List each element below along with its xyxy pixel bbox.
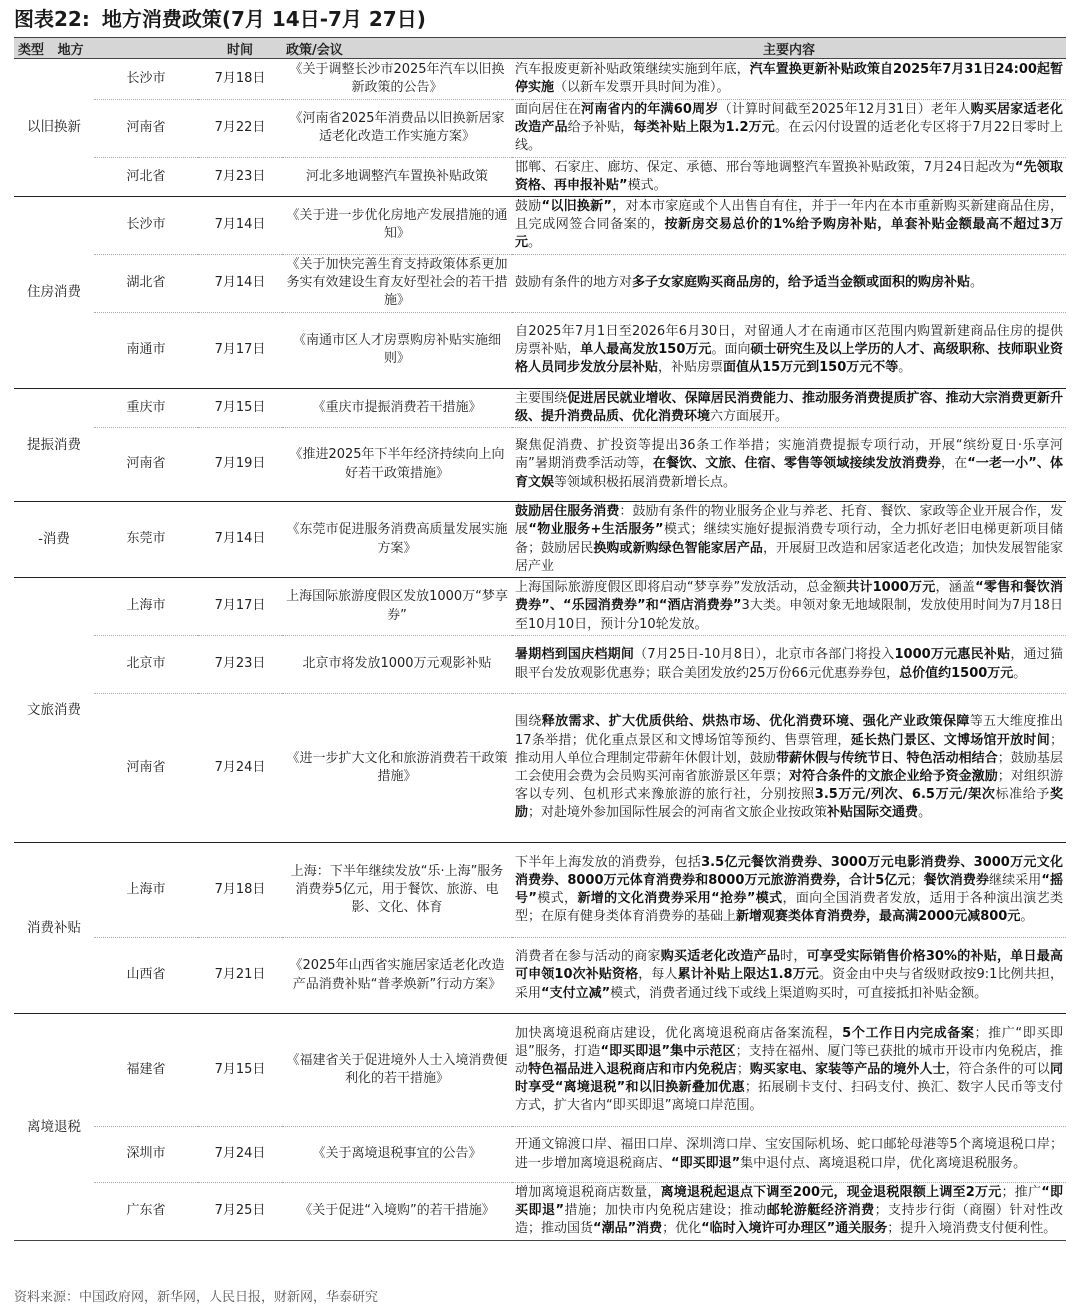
policy-cell: 《关于加快完善生育支持政策体系更加务实有效建设生育友好型社会的若干措施》 (282, 254, 512, 312)
content-text: ；推动用人单位合理制定带薪年休假计划，鼓励 (515, 732, 1064, 766)
content-text: ；支持步行街（商圈）针对性改造；推动国货 (515, 1203, 1063, 1237)
content-text: ，补贴房票 (658, 360, 724, 376)
content-emphasis: 5个工作日内完成备案 (842, 1025, 975, 1041)
content-emphasis: “零售和餐饮消费券”、“乐园消费券”和“酒店消费券” (515, 580, 1063, 614)
content-cell (512, 428, 1066, 502)
content-cell (512, 312, 1066, 388)
content-emphasis: 1000万元惠民补贴 (894, 647, 1011, 663)
content-cell (512, 1014, 1066, 1127)
content-emphasis: “支付立减” (541, 985, 611, 1001)
policy-cell: 《关于进一步优化房地产发展措施的通知》 (282, 197, 512, 255)
content-emphasis: 3.5万元/列次、6.5万元/架次 (814, 787, 996, 803)
content-text: ； (736, 1061, 750, 1077)
header-date: 时间 (198, 38, 282, 59)
content-text: ； (910, 872, 924, 888)
content-emphasis: 释放需求、扩大优质供给、烘热市场、优化消费环境、强化产业政策保障 (541, 714, 970, 730)
content-text: 。在云闪付设置的适老化专区将于7月22日零时上线。 (515, 120, 1063, 154)
table-row (14, 694, 1066, 843)
table-row (14, 100, 1066, 158)
content-text: 。 (918, 805, 932, 821)
table-row (14, 636, 1066, 694)
region-cell: 湖北省 (94, 254, 198, 312)
content-text: 。 (1013, 665, 1027, 681)
date-cell: 7月21日 (198, 938, 282, 1014)
table-row (14, 1127, 1066, 1183)
content-text: 消费者在参与活动的商家 (515, 949, 661, 965)
content-text: ，涵盖 (935, 580, 976, 596)
content-emphasis: 同时享受“离境退税”和以旧换新叠加优惠 (515, 1061, 1063, 1096)
date-cell: 7月18日 (198, 59, 282, 100)
content-emphasis: 单人最高发放150万元 (580, 342, 712, 358)
content-text: （7月25日-10月8日），北京市各部门将投入 (634, 647, 895, 663)
date-cell: 7月23日 (198, 157, 282, 196)
content-emphasis: 奖励 (515, 787, 1063, 821)
content-emphasis: 暑期档到国庆档期间 (515, 647, 635, 663)
content-emphasis: 每类补贴上限为1.2万元 (633, 120, 775, 136)
policy-cell: 北京市将发放1000万元观影补贴 (282, 636, 512, 694)
content-cell (512, 100, 1066, 158)
content-emphasis: 3.5亿元餐饮消费券、3000万元电影消费券、3000万元文化消费券、8000万元体育消费券和8000万元旅游消费券，合计5亿元 (515, 854, 1063, 888)
content-text: ；拓展刷卡支付、扫码支付、换汇、数字人民币等支付方式，扩大省内“即买即退”离境口岸范围。 (515, 1080, 1064, 1114)
figure-title-text: 地方消费政策(7月 14日-7月 27日) (101, 7, 426, 31)
content-cell (512, 157, 1066, 196)
content-emphasis: “一老一小”、体育文娱 (515, 456, 1063, 490)
content-text: 汽车报废更新补贴政策继续实施到年底， (515, 61, 750, 77)
content-text: ，开展厨卫改造和居家适老化改造；加快发展智能家居产业 (515, 540, 1063, 574)
policy-cell: 《关于调整长沙市2025年汽车以旧换新政策的公告》 (282, 59, 512, 100)
date-cell: 7月19日 (198, 428, 282, 502)
content-emphasis: “临时入境许可办理区”通关服务 (701, 1221, 888, 1237)
table-row (14, 1014, 1066, 1127)
content-text: 主要围绕 (515, 390, 568, 406)
content-text: 模式；继续实施好提振消费专项行动，全力抓好老旧电梯更新项目储备；鼓励居民 (515, 522, 1064, 556)
date-cell: 7月17日 (198, 312, 282, 388)
category-cell: 文旅消费 (14, 578, 94, 843)
content-emphasis: 鼓励居住服务消费 (515, 504, 620, 520)
content-emphasis: 总价值约1500万元 (899, 665, 1014, 681)
content-text: ，符合条件的可以 (945, 1061, 1050, 1077)
date-cell: 7月14日 (198, 254, 282, 312)
content-emphasis: 河南省内的年满60周岁 (581, 102, 719, 117)
region-cell: 深圳市 (94, 1127, 198, 1183)
date-cell: 7月25日 (198, 1183, 282, 1241)
table-row (14, 312, 1066, 388)
table-row (14, 578, 1066, 636)
content-cell (512, 59, 1066, 100)
content-text: 上海国际旅游度假区即将启动“梦享券”发放活动，总金额 (515, 580, 847, 596)
content-text: ；推广 (1001, 1185, 1042, 1201)
content-text: ；支持在福州、厦门等已获批的城市开设市内免税店，推动 (515, 1043, 1064, 1077)
content-emphasis: 按新房交易总价的1%给予购房补贴，单套补贴金额最高不超过3万元 (515, 217, 1063, 251)
content-text: ；对赴境外参加国际性展会的河南省文旅企业按政策 (528, 805, 828, 821)
content-text: 措施；加快市内免税店建设；推动 (564, 1203, 767, 1219)
content-text: ，面向全国消费者发放，适用于各种演出演艺类型；在原有健身类体育消费券的基础上 (515, 891, 1063, 925)
table-row (14, 197, 1066, 255)
table-row (14, 388, 1066, 427)
content-text: 增加离境退税商店数量， (515, 1185, 661, 1201)
date-cell: 7月24日 (198, 694, 282, 843)
policy-cell: 《进一步扩大文化和旅游消费若干政策措施》 (282, 694, 512, 843)
policy-cell: 《重庆市提振消费若干措施》 (282, 388, 512, 427)
header-category: 类型 (18, 42, 45, 58)
content-text: 邯郸、石家庄、廊坊、保定、承德、邢台等地调整汽车置换补贴政策，7月24日起改为 (515, 159, 1015, 175)
content-cell (512, 843, 1066, 938)
content-cell (512, 1127, 1066, 1183)
content-text: ；优化 (662, 1221, 702, 1237)
table-row (14, 843, 1066, 938)
content-emphasis: 购买适老化改造产品 (660, 949, 781, 965)
content-text: 模式，消费者通过线下或线上渠道购买时，可直接抵扣补贴金额。 (610, 985, 988, 1001)
content-text: 加快离境退税商店建设，优化离境退税商店备案流程， (515, 1025, 843, 1041)
policy-cell: 《南通市区人才房票购房补贴实施细则》 (282, 312, 512, 388)
region-cell: 河南省 (94, 428, 198, 502)
table-row (14, 254, 1066, 312)
content-emphasis: 在餐饮、文旅、住宿、零售等领域接续发放消费券 (652, 456, 942, 472)
policy-cell: 《关于促进“入境购”的若干措施》 (282, 1183, 512, 1241)
policy-cell: 河北多地调整汽车置换补贴政策 (282, 157, 512, 196)
content-text: 聚焦促消费、扩投资等提出36条工作举措；实施消费提振专项行动，开展“缤纷夏日·乐享河南”暑期消费季活动等， (515, 438, 1064, 472)
content-text: 六方面展开。 (710, 408, 789, 424)
content-text: ，对本市家庭或个人出售自有住，并于一年内在本市重新购买新建商品住房，且完成网签合同备案的， (515, 199, 1063, 233)
content-text: 开通文锦渡口岸、福田口岸、深圳湾口岸、宝安国际机场、蛇口邮轮母港等5个离境退税口岸；进一步增加离境退税商店、 (515, 1137, 1064, 1171)
policy-cell: 上海国际旅游度假区发放1000万“梦享券” (282, 578, 512, 636)
policy-cell: 《推进2025年下半年经济持续向上向好若干政策措施》 (282, 428, 512, 502)
content-emphasis: “物业服务+生活服务” (528, 522, 664, 538)
content-text: 自2025年7月1日至2026年6月30日，对留通人才在南通市区范围内购置新建商品住房的提供房票补贴， (515, 323, 1064, 358)
content-cell (512, 636, 1066, 694)
content-emphasis: “摇号” (515, 872, 1063, 907)
content-emphasis: “即买即退”集中示范区 (600, 1043, 736, 1059)
content-text: 面向居住在 (515, 102, 582, 117)
content-text: 集中退付点、离境退税口岸，优化离境退税服务。 (740, 1155, 1027, 1171)
table-row (14, 502, 1066, 578)
policy-cell: 《福建省关于促进境外人士入境消费便利化的若干措施》 (282, 1014, 512, 1127)
content-text: 鼓励有条件的地方对 (515, 275, 633, 291)
table-row (14, 1183, 1066, 1241)
policy-table (14, 37, 1066, 1241)
region-cell: 广东省 (94, 1183, 198, 1241)
content-text: 。资金由中央与省级财政按9:1比例共担，采用 (515, 967, 1064, 1001)
content-text: 模式。 (627, 177, 667, 193)
date-cell: 7月15日 (198, 388, 282, 427)
content-emphasis: 促进居民就业增收、保障居民消费能力、推动服务消费提质扩容、推动大宗消费更新升级、提升消费品质、优化消费环境 (515, 390, 1063, 424)
content-emphasis: 离境退税起退点下调至200元，现金退税限额上调至2万元 (660, 1185, 1002, 1201)
content-cell (512, 388, 1066, 427)
region-cell: 河南省 (94, 100, 198, 158)
content-emphasis: 延长热门景区、文博场馆开放时间 (850, 732, 1050, 748)
region-cell: 上海市 (94, 578, 198, 636)
content-cell (512, 502, 1066, 578)
content-text: 时， (780, 949, 807, 965)
table-row (14, 938, 1066, 1014)
policy-cell: 《关于离境退税事宜的公告》 (282, 1127, 512, 1183)
table-row (14, 428, 1066, 502)
content-text: ；推广“即买即退”服务，打造 (515, 1025, 1063, 1059)
category-cell: 住房消费 (14, 197, 94, 389)
header-policy: 政策/会议 (282, 38, 512, 59)
content-emphasis: 面值从15万元到150万元不等 (723, 360, 899, 376)
region-cell: 长沙市 (94, 59, 198, 100)
category-cell: 提振消费 (14, 388, 94, 501)
content-cell (512, 197, 1066, 255)
date-cell: 7月24日 (198, 1127, 282, 1183)
figure-label: 图表22: (14, 7, 90, 31)
content-emphasis: 新增的文化消费券采用“抢券”模式 (577, 891, 783, 907)
content-emphasis: 餐饮消费券 (923, 872, 990, 888)
region-cell: 河南省 (94, 694, 198, 843)
content-text: 鼓励 (515, 199, 542, 215)
content-emphasis: 新增观赛类体育消费券，最高满2000元减800元 (736, 909, 1021, 925)
date-cell: 7月22日 (198, 100, 282, 158)
content-emphasis: 补贴国际交通费 (827, 805, 919, 821)
content-text: （以新车发票开具时间为准）。 (554, 80, 730, 95)
content-emphasis: 对符合条件的文旅企业给予资金激励 (788, 769, 998, 785)
content-text: 给予补贴， (567, 120, 634, 136)
header-type-region (14, 38, 198, 59)
policy-cell: 《河南省2025年消费品以旧换新居家适老化改造工作实施方案》 (282, 100, 512, 158)
policy-cell: 《2025年山西省实施居家适老化改造产品消费补贴“普孝焕新”行动方案》 (282, 938, 512, 1014)
region-cell: 东莞市 (94, 502, 198, 578)
content-text: 。 (528, 235, 542, 251)
content-cell (512, 254, 1066, 312)
region-cell: 长沙市 (94, 197, 198, 255)
content-emphasis: 可享受实际销售价格30%的补贴，单日最高可申领10次补贴资格 (515, 949, 1063, 983)
content-text: ，通过猫眼平台发放观影优惠券；联合美团发放约25万份66元优惠券券包， (515, 647, 1064, 681)
content-text: 等领域积极拓展消费新增长点。 (554, 474, 737, 490)
header-region: 地方 (57, 42, 84, 58)
content-text: ；提升入境消费支付便利性。 (887, 1221, 1057, 1237)
content-text: ；对组织游客以专列、包机形式来豫旅游的旅行社，分别按照 (515, 769, 1063, 803)
content-emphasis: 邮轮游艇经济消费 (766, 1203, 875, 1219)
content-text: 。面向 (711, 342, 751, 358)
category-cell: 离境退税 (14, 1014, 94, 1241)
table-body (14, 59, 1066, 1241)
content-emphasis: 汽车置换更新补贴政策自2025年7月31日24:00起暂停实施 (515, 61, 1063, 95)
content-emphasis: “以旧换新” (541, 199, 612, 215)
content-text: （计算时间截至2025年12月31日）老年人 (718, 102, 971, 117)
content-text: 3大类。申领对象无地域限制，发放使用时间为7月18日至10月10日，预计分10轮发放。 (515, 598, 1063, 632)
content-emphasis: 累计补贴上限达1.8万元 (677, 967, 819, 983)
date-cell: 7月17日 (198, 578, 282, 636)
content-emphasis: “潮品”消费 (593, 1221, 663, 1237)
content-emphasis: 共计1000万元 (846, 580, 936, 596)
policy-cell: 上海：下半年继续发放“乐·上海”服务消费券5亿元，用于餐饮、旅游、电影、文化、体育 (282, 843, 512, 938)
content-cell (512, 578, 1066, 636)
policy-cell: 《东莞市促进服务消费高质量发展实施方案》 (282, 502, 512, 578)
content-emphasis: “即买即退” (671, 1155, 741, 1171)
region-cell: 上海市 (94, 843, 198, 938)
content-text: ，每人 (638, 967, 678, 983)
content-text: 等五大维度推出17条举措；优化重点景区和文博场馆等预约、售票管理， (515, 714, 1063, 748)
region-cell: 重庆市 (94, 388, 198, 427)
content-text: 。 (898, 360, 912, 376)
region-cell: 山西省 (94, 938, 198, 1014)
content-emphasis: “先领取资格、再申报补贴” (515, 159, 1064, 193)
content-cell (512, 1183, 1066, 1241)
category-cell: -消费 (14, 502, 94, 578)
region-cell: 河北省 (94, 157, 198, 196)
content-text: ；鼓励基层工会使用会费为会员购买河南省旅游景区年票； (515, 750, 1063, 785)
category-cell: 消费补贴 (14, 843, 94, 1014)
content-text: 下半年上海发放的消费券，包括 (515, 854, 702, 870)
region-cell: 北京市 (94, 636, 198, 694)
table-header-row (14, 38, 1066, 59)
content-cell (512, 938, 1066, 1014)
content-cell (512, 694, 1066, 843)
region-cell: 南通市 (94, 312, 198, 388)
header-content: 主要内容 (512, 38, 1066, 59)
content-emphasis: “即买即退” (515, 1185, 1064, 1219)
content-emphasis: 硕士研究生及以上学历的人才、高级职称、技师职业资格人员同步发放分层补贴 (515, 342, 1063, 376)
category-cell: 以旧换新 (14, 59, 94, 197)
content-emphasis: 带薪休假与传统节日、特色活动相结合 (775, 750, 998, 766)
figure-title (14, 4, 426, 34)
content-emphasis: 购买居家适老化改造产品 (515, 102, 1063, 136)
source-note: 资料来源：中国政府网，新华网，人民日报，财新网，华泰研究 (14, 1290, 379, 1305)
content-text: 。 (970, 275, 984, 291)
region-cell: 福建省 (94, 1014, 198, 1127)
content-emphasis: 多子女家庭购买商品房的，给予适当金额或面积的购房补贴 (632, 275, 971, 291)
content-emphasis: 换购或新购绿色智能家居产品 (593, 540, 763, 556)
content-text: 继续采用 (989, 872, 1042, 888)
content-text: ：鼓励有条件的物业服务企业与养老、托育、餐饮、家政等企业开展合作，发展 (515, 504, 1063, 538)
content-emphasis: 购买家电、家装等产品的境外人士 (749, 1061, 946, 1077)
date-cell: 7月14日 (198, 197, 282, 255)
content-text: ，在 (941, 456, 968, 472)
date-cell: 7月23日 (198, 636, 282, 694)
date-cell: 7月15日 (198, 1014, 282, 1127)
table-row (14, 157, 1066, 196)
date-cell: 7月14日 (198, 502, 282, 578)
content-text: 围绕 (515, 714, 542, 730)
content-text: 。 (1020, 909, 1034, 925)
content-emphasis: 特色福品进入退税商店和市内免税店 (528, 1061, 737, 1077)
table-row (14, 59, 1066, 100)
content-text: 模式， (536, 891, 578, 907)
content-text: 标准给予 (995, 787, 1050, 803)
date-cell: 7月18日 (198, 843, 282, 938)
